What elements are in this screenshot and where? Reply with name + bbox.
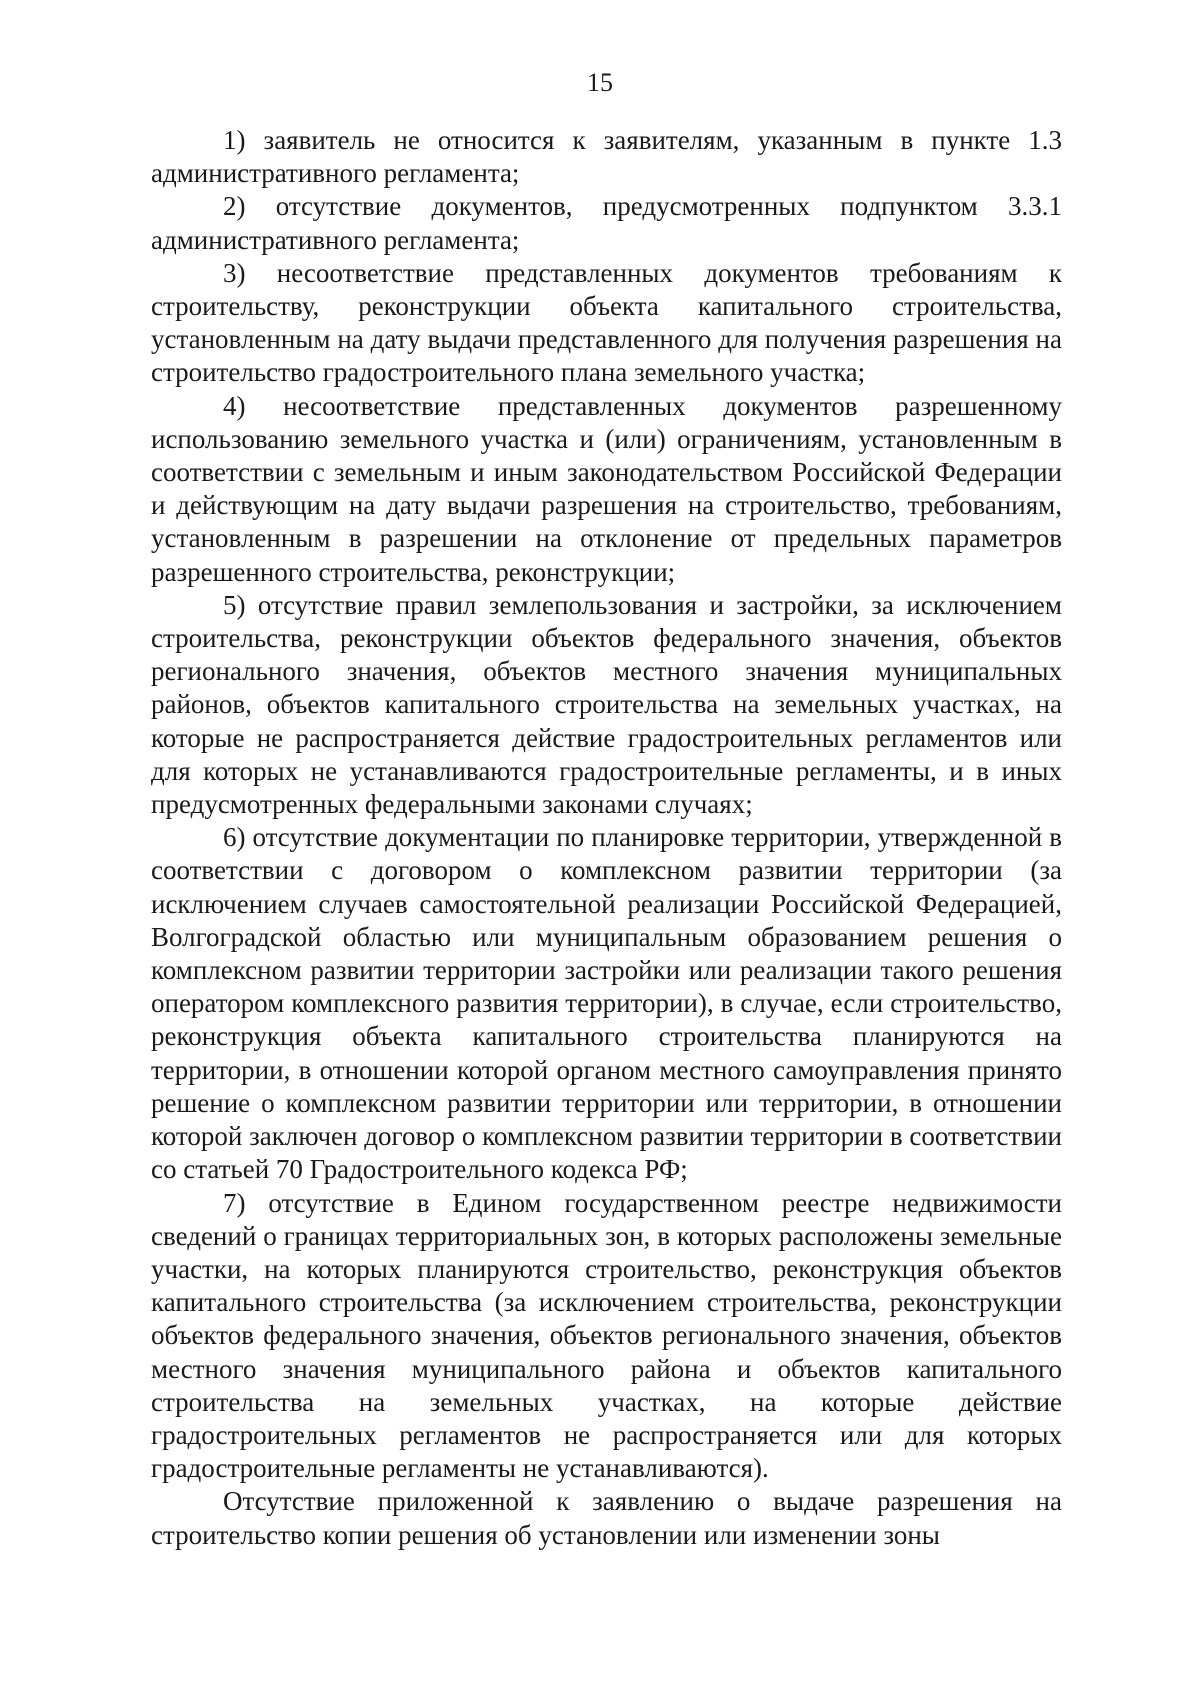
paragraph-8: Отсутствие приложенной к заявлению о выдаче разрешения на строительство копии решения об установлении или изменении зоны — [151, 1486, 1062, 1550]
paragraph-3: 3) несоответствие представленных документов требованиям к строительству, реконструкции объекта капитального строительства, установленным на дату выдачи представленного для получения разрешения на строительство градостроительного плана земельного участка; — [151, 257, 1062, 388]
paragraph-6: 6) отсутствие документации по планировке территории, утвержденной в соответствии с договором о комплексном развитии территории (за исключением случаев самостоятельной реализации Российской Федерацией, Волгоградской областью или муниципальным образованием решения о комплексном развитии территории застройки или реализации такого решения оператором комплексного развития территории), в случае, если строительство, реконструкция объекта капитального строительства планируются на территории, в отношении которой органом местного самоуправления принято решение о комплексном развитии территории или территории, в отношении которой заключен договор о комплексном развитии территории в соответствии со статьей 70 Градостроительного кодекса РФ; — [151, 822, 1062, 1185]
paragraph-2: 2) отсутствие документов, предусмотренных подпунктом 3.3.1 административного регламента; — [151, 191, 1062, 255]
paragraph-4: 4) несоответствие представленных документов разрешенному использованию земельного участка и (или) ограничениям, установленным в соответствии с земельным и иным законодательством Российской Федерации и действующим на дату выдачи разрешения на строительство, требованиям, установленным в разрешении на отклонение от предельных параметров разрешенного строительства, реконструкции; — [151, 390, 1062, 587]
document-body — [151, 124, 1062, 1552]
paragraph-5: 5) отсутствие правил землепользования и застройки, за исключением строительства, реконструкции объектов федерального значения, объектов регионального значения, объектов местного значения муниципальных районов, объектов капитального строительства на земельных участках, на которые не распространяется действие градостроительных регламентов или для которых не устанавливаются градостроительные регламенты, и в иных предусмотренных федеральными законами случаях; — [151, 589, 1062, 820]
page-number: 15 — [587, 68, 613, 97]
paragraph-7: 7) отсутствие в Едином государственном реестре недвижимости сведений о границах территориальных зон, в которых расположены земельные участки, на которых планируются строительство, реконструкция объектов капитального строительства (за исключением строительства, реконструкции объектов федерального значения, объектов регионального значения, объектов местного значения муниципального района и объектов капитального строительства на земельных участках, на которые действие градостроительных регламентов не распространяется или для которых градостроительные регламенты не устанавливаются). — [151, 1187, 1062, 1484]
paragraph-1: 1) заявитель не относится к заявителям, указанным в пункте 1.3 административного регламента; — [151, 125, 1062, 189]
